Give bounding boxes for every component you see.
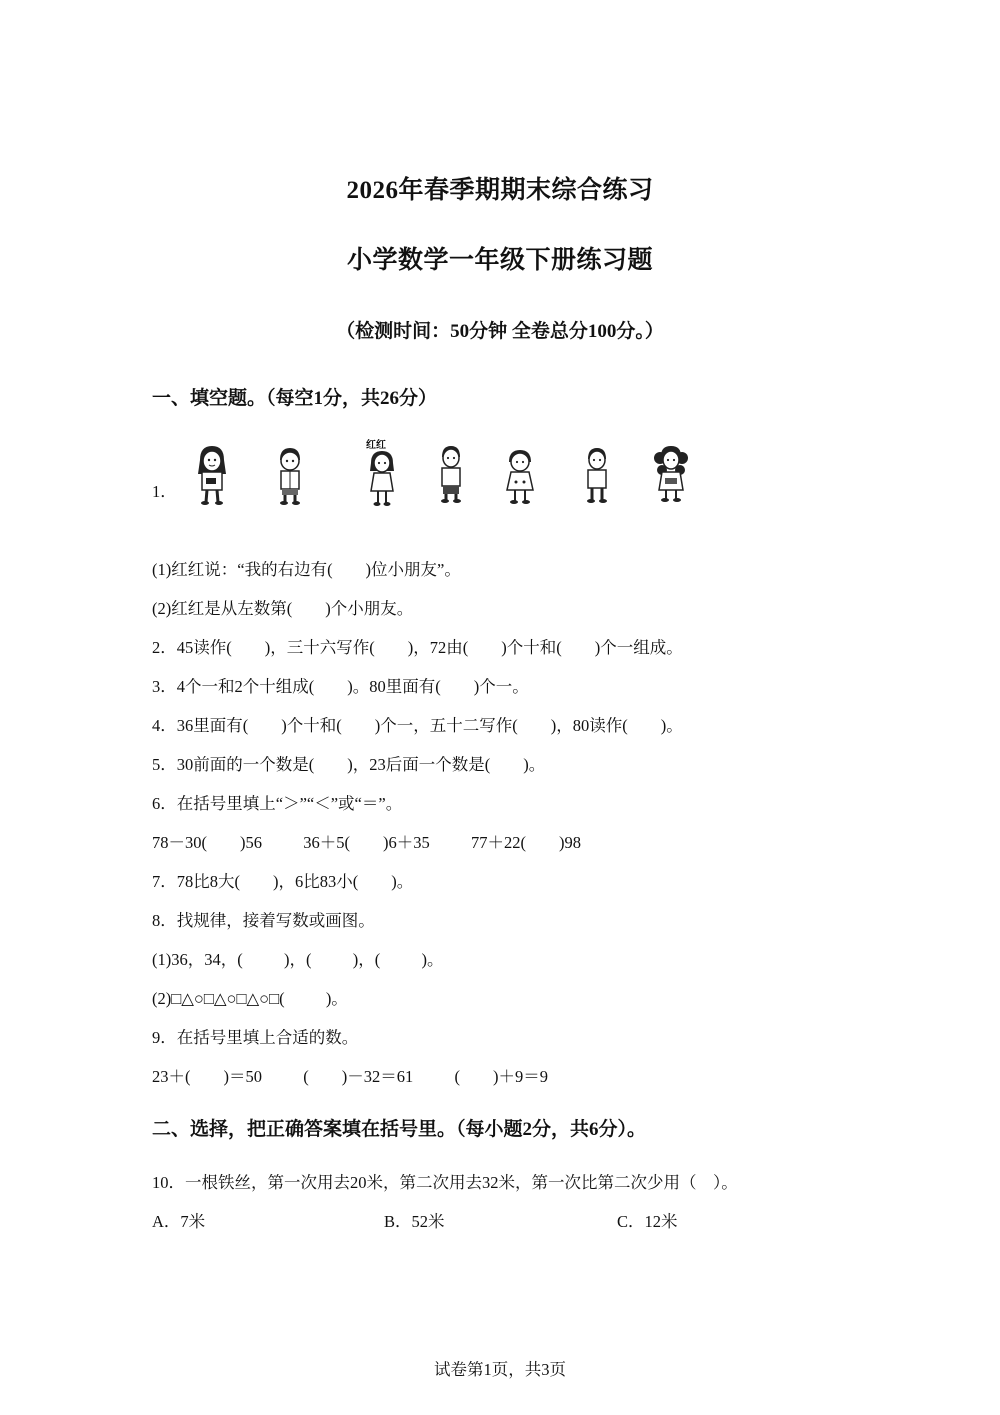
- choice-b: B．52米: [384, 1212, 445, 1231]
- question-1-number: 1．: [152, 482, 177, 501]
- question-9: 9．在括号里填上合适的数。: [152, 1028, 359, 1047]
- question-8-part1: (1)36，34，( )，( )，( )。: [152, 950, 444, 969]
- question-5: 5．30前面的一个数是( )，23后面一个数是( )。: [152, 755, 546, 774]
- question-4: 4．36里面有( )个十和( )个一，五十二写作( )，80读作( )。: [152, 716, 683, 735]
- question-8: 8．找规律，接着写数或画图。: [152, 911, 375, 930]
- question-6-items: 78－30( )56 36＋5( )6＋35 77＋22( )98: [152, 833, 581, 852]
- choice-c: C．12米: [617, 1212, 678, 1231]
- q1-part2: (2)红红是从左数第( )个小朋友。: [152, 599, 414, 618]
- question-8-part2: (2)□△○□△○□△○□( )。: [152, 989, 348, 1008]
- child-figure-5: [500, 448, 540, 506]
- question-2: 2．45读作( )，三十六写作( )，72由( )个十和( )个一组成。: [152, 638, 683, 657]
- exam-note: （检测时间：50分钟 全卷总分100分。）: [336, 321, 664, 342]
- kid-name-label: 红红: [366, 440, 386, 451]
- q1-part1: (1)红红说：“我的右边有( )位小朋友”。: [152, 560, 461, 579]
- child-figure-honghong: [364, 449, 400, 507]
- question-10: 10．一根铁丝，第一次用去20米，第二次用去32米，第一次比第二次少用（ ）。: [152, 1173, 738, 1192]
- exam-title: 2026年春季期期末综合练习: [346, 177, 654, 204]
- section-2-heading: 二、选择，把正确答案填在括号里。（每小题2分，共6分）。: [152, 1119, 647, 1140]
- children-illustration: [188, 436, 698, 508]
- child-figure-2: [272, 446, 308, 506]
- page-footer: 试卷第1页，共3页: [434, 1360, 566, 1379]
- child-figure-1: [192, 444, 232, 506]
- question-3: 3．4个一和2个十组成( )。80里面有( )个一。: [152, 677, 529, 696]
- exam-subtitle: 小学数学一年级下册练习题: [346, 247, 653, 274]
- section-1-heading: 一、填空题。（每空1分，共26分）: [152, 388, 438, 409]
- question-7: 7．78比8大( )，6比83小( )。: [152, 872, 414, 891]
- child-figure-7: [650, 444, 692, 504]
- question-6: 6．在括号里填上“＞”“＜”或“＝”。: [152, 794, 403, 813]
- child-figure-6: [580, 446, 614, 506]
- child-figure-4: [434, 444, 468, 504]
- choice-a: A．7米: [152, 1212, 206, 1231]
- question-9-items: 23＋( )＝50 ( )－32＝61 ( )＋9＝9: [152, 1067, 548, 1086]
